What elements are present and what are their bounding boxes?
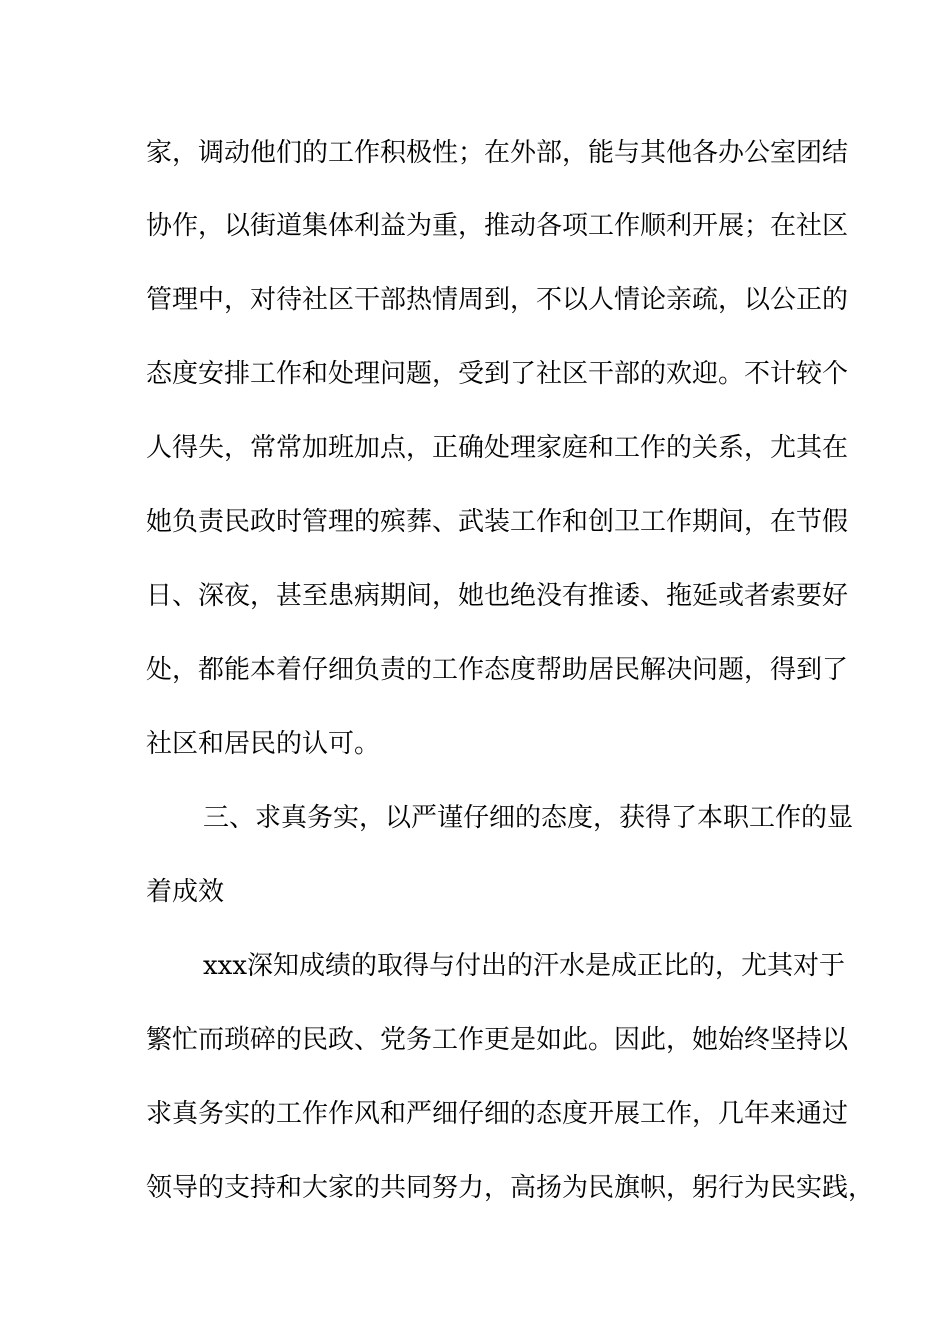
section-heading-line: 着成效	[146, 877, 225, 907]
text-line: 繁忙而琐碎的民政、党务工作更是如此。因此，她始终坚持以	[146, 1025, 849, 1055]
text-line: 态度安排工作和处理问题，受到了社区干部的欢迎。不计较个	[146, 359, 849, 389]
text-line: 日、深夜，甚至患病期间，她也绝没有推诿、拖延或者索要好	[146, 581, 849, 611]
text-line: xxx深知成绩的取得与付出的汗水是成正比的，尤其对于	[203, 951, 845, 981]
text-line: 她负责民政时管理的殡葬、武装工作和创卫工作期间，在节假	[146, 507, 849, 537]
text-line: 人得失，常常加班加点，正确处理家庭和工作的关系，尤其在	[146, 433, 849, 463]
text-line: 社区和居民的认可。	[146, 729, 381, 759]
text-line: 家，调动他们的工作积极性；在外部，能与其他各办公室团结	[146, 138, 849, 168]
text-line: 领导的支持和大家的共同努力，高扬为民旗帜，躬行为民实践，	[146, 1173, 875, 1203]
text-line: 处，都能本着仔细负责的工作态度帮助居民解决问题，得到了	[146, 655, 849, 685]
text-line: 管理中，对待社区干部热情周到，不以人情论亲疏，以公正的	[146, 285, 849, 315]
text-line: 协作，以街道集体利益为重，推动各项工作顺利开展；在社区	[146, 211, 849, 241]
text-line: 求真务实的工作作风和严细仔细的态度开展工作，几年来通过	[146, 1099, 849, 1129]
section-heading-line: 三、求真务实，以严谨仔细的态度，获得了本职工作的显	[203, 803, 854, 833]
